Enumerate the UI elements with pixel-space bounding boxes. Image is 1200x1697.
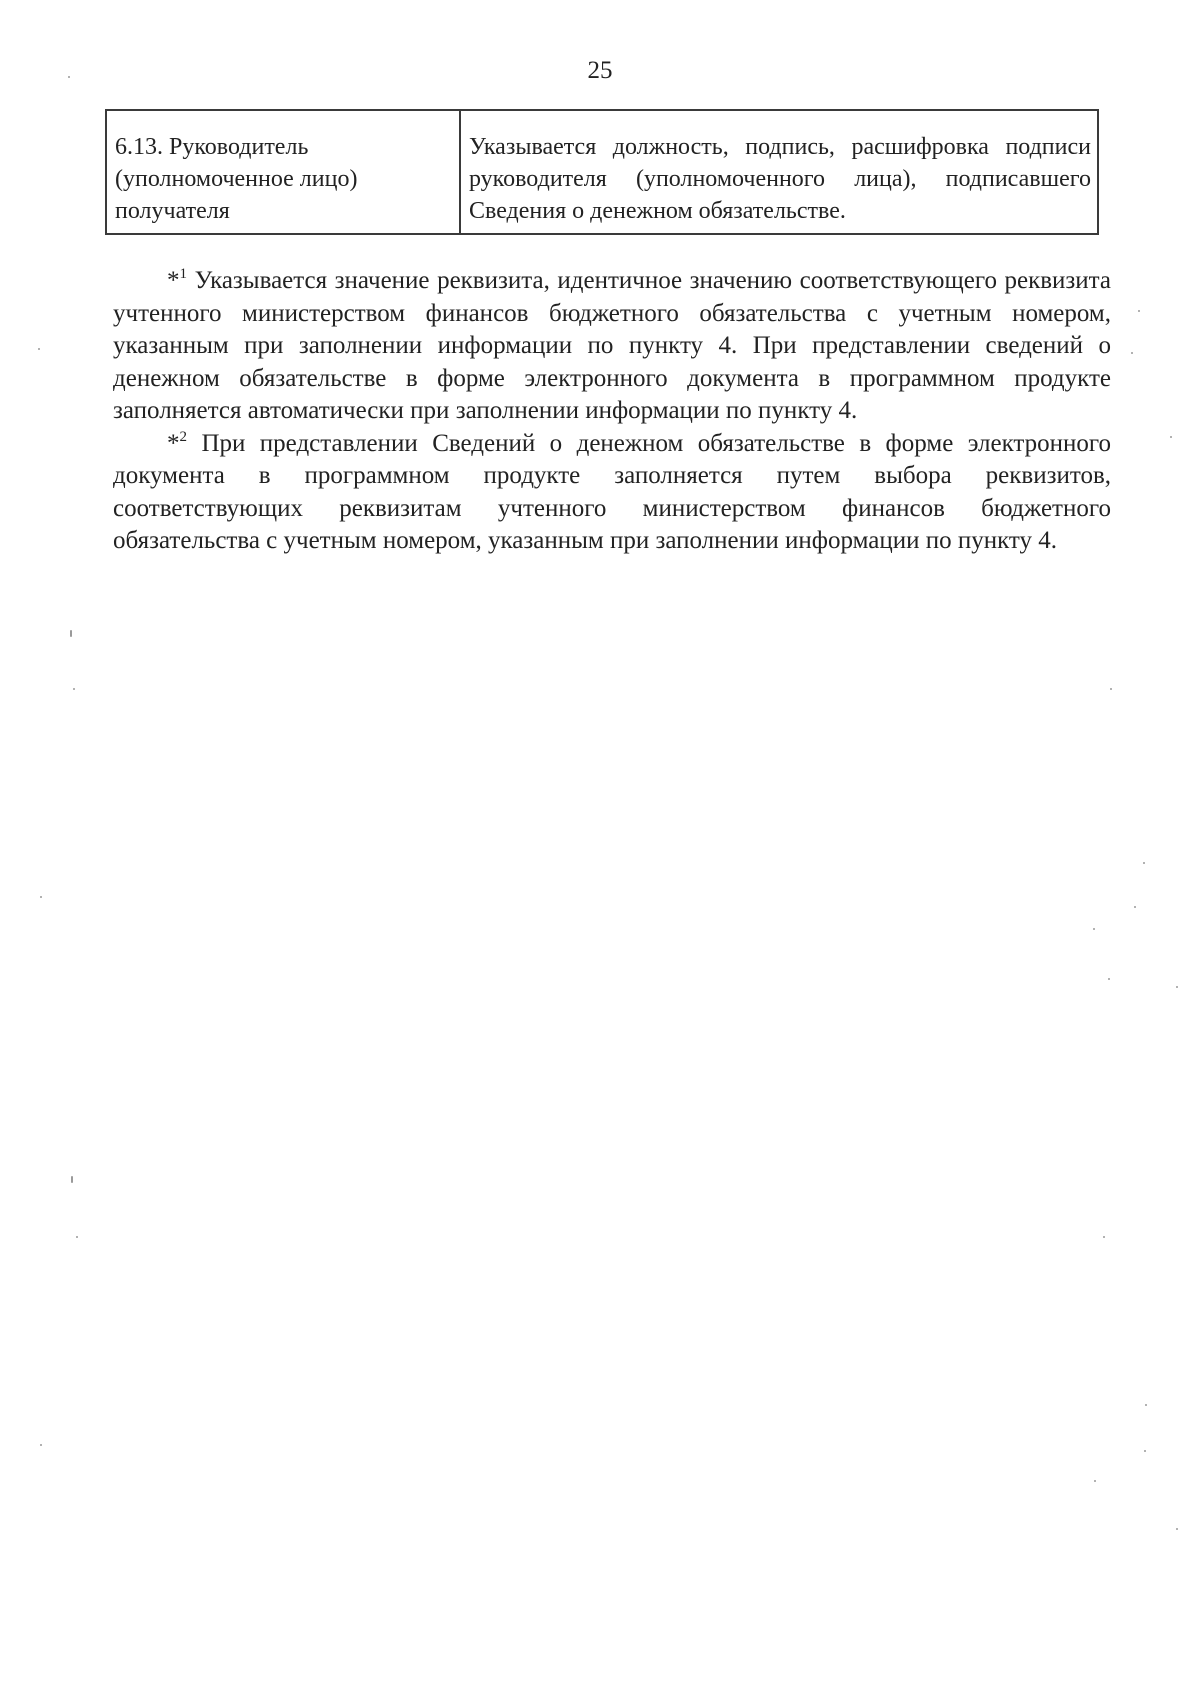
scan-speck (1145, 1404, 1147, 1406)
scan-speck (1110, 688, 1112, 690)
scan-speck (1094, 1480, 1096, 1482)
scan-speck (1131, 352, 1133, 354)
footnote-text: Указывается значение реквизита, идентичное значению соответствующего реквизита учтенного министерством финансов бюджетного обязательства с учетным номером, указанным при заполнении информации по пункту 4. При представлении сведений о денежном обязательстве в форме электронного документа в программном продукте заполняется автоматически при заполнении информации по пункту 4. (113, 267, 1112, 424)
field-description-cell: Указывается должность, подпись, расшифровка подписи руководителя (уполномоченного лица), подписавшего Сведения о денежном обязательстве. (460, 110, 1098, 234)
scan-speck (1176, 986, 1178, 988)
table-row (106, 110, 1098, 234)
scan-speck (73, 688, 75, 690)
scan-speck (1103, 1236, 1105, 1238)
scan-speck (70, 630, 72, 637)
scan-speck (38, 348, 40, 350)
scan-speck (1138, 310, 1140, 312)
scan-speck (1108, 978, 1110, 980)
footnote-marker: * (167, 429, 180, 457)
scan-speck (40, 896, 42, 898)
scan-speck (40, 1444, 42, 1446)
footnote-number: 2 (179, 428, 187, 445)
scan-speck (1176, 1528, 1178, 1530)
requisites-table (105, 109, 1099, 235)
field-name-cell: 6.13. Руководитель (уполномоченное лицо) получателя (106, 110, 460, 234)
footnote-marker: * (167, 267, 180, 294)
scan-speck (1093, 928, 1095, 930)
footnote-1 (113, 265, 1111, 428)
footnotes (113, 265, 1111, 558)
footnote-number: 1 (179, 266, 187, 282)
scan-speck (1144, 1450, 1146, 1452)
footnote-text: При представлении Сведений о денежном обязательстве в форме электронного документа в программном продукте заполняется путем выбора реквизитов, соответствующих реквизитам учтенного министерством финансов бюджетного обязательства с учетным номером, указанным при заполнении информации по пункту 4. (113, 429, 1112, 554)
scan-speck (71, 1176, 73, 1183)
scan-speck (76, 1236, 78, 1238)
footnote-2 (113, 428, 1111, 558)
scan-speck (1170, 436, 1172, 438)
page-number: 25 (587, 57, 613, 84)
scan-speck (1143, 862, 1145, 864)
scan-speck (1134, 906, 1136, 908)
scan-speck (68, 76, 70, 78)
